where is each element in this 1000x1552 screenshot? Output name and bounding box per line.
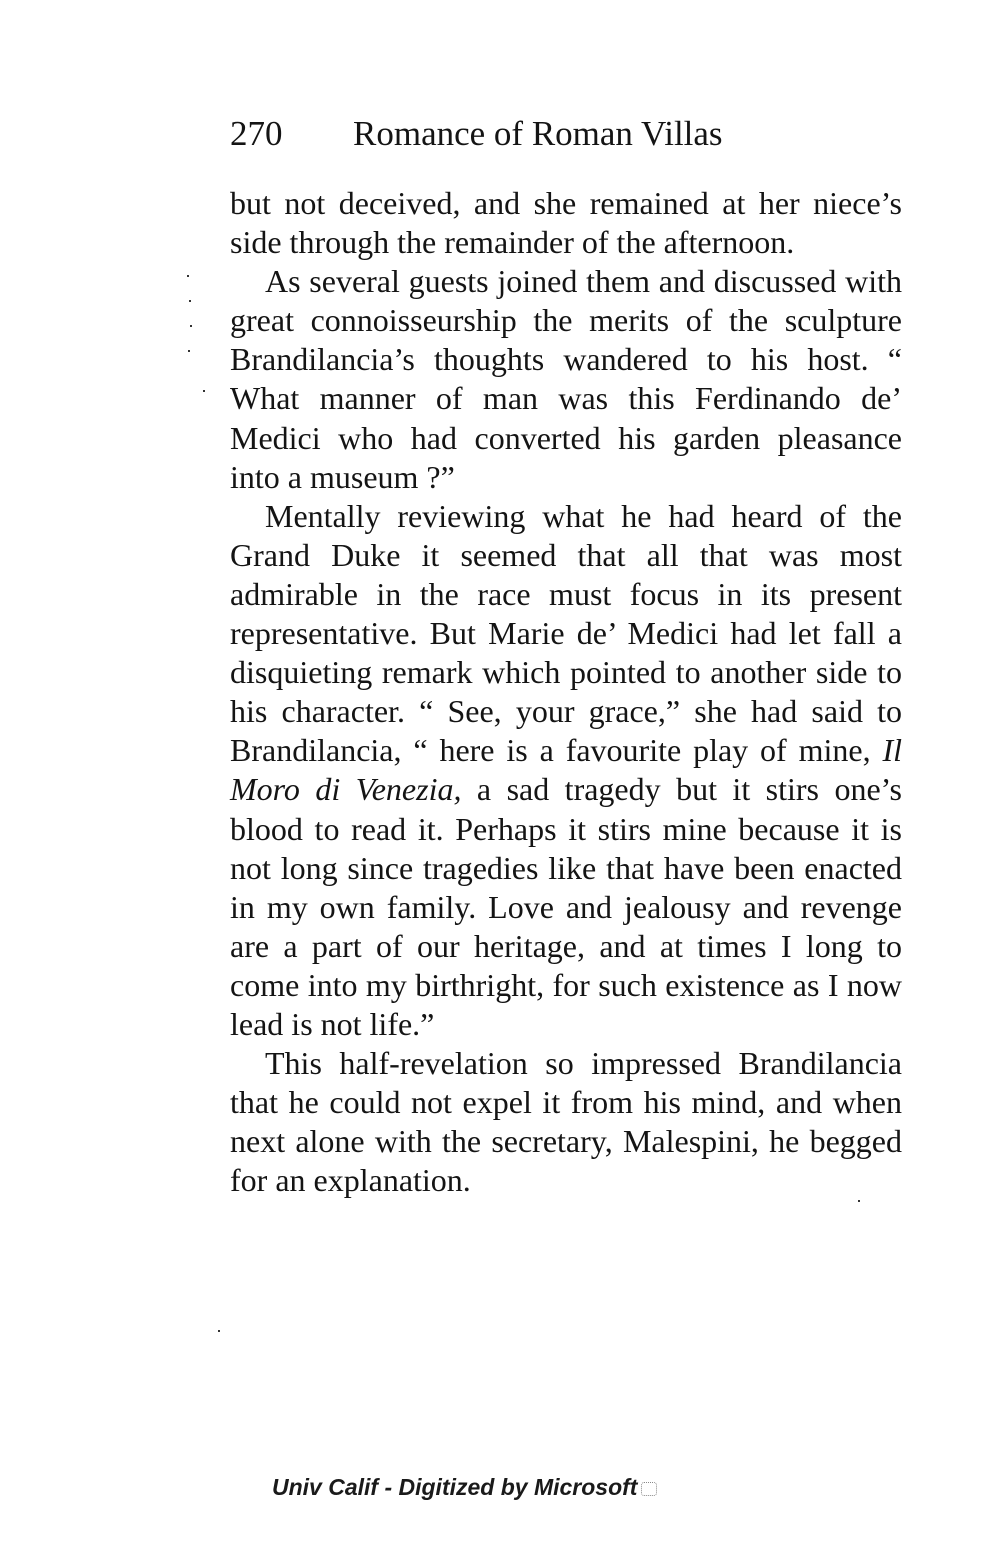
paragraph-2: As several guests joined them and discussed with great connoisseurship the merits of the sculpture Brandilancia’s thoughts wandered to his host. “ What manner of man was this Ferdinando de’ Medici who had converted his garden pleasance into a museum ?”: [230, 263, 902, 495]
scan-speck: [187, 275, 189, 277]
watermark-logo-icon: [641, 1482, 657, 1496]
play-title-italic: Il Moro di Venezia,: [230, 732, 903, 808]
page-number: 270: [230, 114, 283, 153]
paragraph-4: This half-revelation so impressed Brandilancia that he could not expel it from his mind, and when next alone with the secretary, Malespini, he begged for an explanation.: [230, 1045, 902, 1199]
scan-speck: [188, 350, 190, 352]
paragraph-3: [230, 497, 902, 1044]
scan-speck: [190, 325, 192, 327]
paragraph-3-text-after: a sad tragedy but it stirs one’s blood to read it. Perhaps it stirs mine because it is not long since tragedies like that have been enacted in my own family. Love and jealousy and revenge are a part of our heritage, and at times I long to come into my birthright, for such existence as I now lead is not life.”: [230, 771, 903, 1042]
running-title: Romance of Roman Villas: [353, 114, 723, 153]
digitization-watermark: [272, 1472, 657, 1502]
paragraph-1: but not deceived, and she remained at her niece’s side through the remainder of the afternoon.: [230, 185, 902, 261]
paragraph-3-text-before: Mentally reviewing what he had heard of the Grand Duke it seemed that all that was most admirable in the race must focus in its present representative. But Marie de’ Medici had let fall a disquieting remark which pointed to another side to his character. “ See, your grace,” she had said to Brandilancia, “ here is a favourite play of mine,: [230, 497, 902, 769]
scan-speck: [218, 1330, 220, 1332]
body-text: [230, 184, 902, 1200]
watermark-text: Univ Calif - Digitized by Microsoft: [272, 1474, 638, 1500]
scan-speck: [189, 300, 191, 302]
scan-speck: [858, 1200, 860, 1202]
running-header: [230, 110, 902, 158]
scan-speck: [203, 390, 205, 392]
